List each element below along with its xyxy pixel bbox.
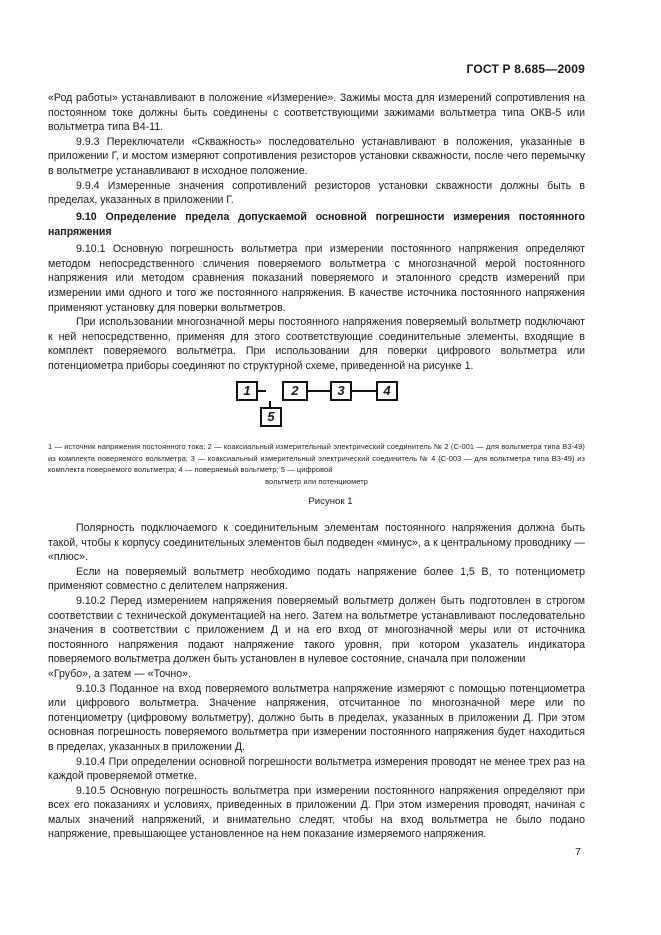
paragraph-9-9-3: 9.9.3 Переключатели «Скважность» последовательно устанавливают в положения, указанные в приложении Г, и мостом измеряют сопротивления резисторов установки скважности, после чего перемычку в вольтметре устанавливают в исходное положение.: [48, 135, 585, 177]
diagram-box-4: 4: [376, 381, 398, 401]
connector-line: [352, 390, 376, 392]
paragraph: При использовании многозначной меры постоянного напряжения поверяемый вольтметр подключают к ней непосредственно, применяя для этого соответствующие соединительные элементы, входящие в комплект поверяемого вольтметра. При использовании для поверки цифрового вольтметра или потенциометра приборы соединяют по структурной схеме, приведенной на рисунке 1.: [48, 316, 585, 372]
connector-line: [308, 390, 330, 392]
legend-text-end: вольтметр или потенциометр: [265, 476, 368, 486]
paragraph-9-10-4: 9.10.4 При определении основной погрешности вольтметра измерения проводят не менее трех раз на каждой проверяемой отметке.: [48, 755, 585, 783]
paragraph-9-9-4: 9.9.4 Измеренные значения сопротивлений резисторов установки скважности должны быть в пределах, указанных в приложении Г.: [48, 179, 585, 207]
paragraph: «Род работы» устанавливают в положение «Измерение». Зажимы моста для измерений сопротивления на постоянном токе должны быть соединены с соответствующими зажимами вольтметра типа ОКВ-5 или вольтметра типа В4-11.: [48, 92, 585, 134]
diagram-box-3: 3: [330, 381, 352, 401]
text-block-section: [48, 210, 585, 374]
legend-text: 1 — источник напряжения постоянного тока; 2 — коаксиальный измерительный электрический соединитель № 2 (С-001 — для вольтметра типа В3-49) из комплекта поверяемого вольтметра; 3 — коаксиальный измерительный электрический соединитель № 4 (С-003 — для вольтметра типа В3-49) из комплекта поверяемого вольтметра; 4 — поверяемый вольтметр; 5 — цифровой: [48, 442, 585, 474]
section-heading: 9.10 Определение предела допускаемой основной погрешности измерения постоянного напряжения: [48, 211, 585, 238]
paragraph-9-10-2: 9.10.2 Перед измерением напряжения поверяемый вольтметр должен быть подготовлен в строгом соответствии с технической документацией на него. Затем на вольтметре устанавливают последовательно значения в соответствии с приложением Д и на его вход от многозначной меры или от источника постоянного напряжения подают напряжение такого уровня, при котором указатель индикатора поверяемого вольтметра должен быть установлен в нулевое состояние, сначала при положении: [48, 594, 585, 666]
paragraph-9-10-5: 9.10.5 Основную погрешность вольтметра при измерении постоянного напряжения определяют при всех его показаниях и условиях, приведенных в приложении Д. При этом измерения проводят, начиная с малых значений напряжений, и внимательно следят, чтобы на вход вольтметра не было подано напряжение, превышающее установленное на нем показание измеряемого напряжения.: [48, 784, 585, 841]
figure-legend: [48, 441, 585, 487]
structural-diagram: [236, 381, 400, 427]
standard-number: ГОСТ Р 8.685—2009: [466, 62, 585, 76]
paragraph-divider: Если на поверяемый вольтметр необходимо подать напряжение более 1,5 В, то потенциометр применяют совместно с делителем напряжения.: [48, 565, 585, 593]
text-block-top: [48, 91, 585, 208]
diagram-box-1: 1: [236, 381, 258, 401]
figure-caption: Рисунок 1: [308, 496, 353, 507]
paragraph-continuation: «Грубо», а затем — «Точно».: [48, 667, 191, 680]
paragraph-9-10-1: 9.10.1 Основную погрешность вольтметра при измерении постоянного напряжения определяют методом непосредственного сличения поверяемого вольтметра с многозначной мерой постоянного напряжения или методом сравнения показаний поверяемого и эталонного средств измерений при измерении ими одного и того же постоянного напряжения. В качестве источника постоянного напряжения применяют установку для поверки вольтметров.: [48, 243, 585, 314]
page-number: 7: [575, 846, 581, 858]
paragraph-polarity: Полярность подключаемого к соединительным элементам постоянного напряжения должна быть такой, чтобы к корпусу соединительных элементов был подведен «минус», а к центральному проводнику — «плюс».: [48, 522, 585, 564]
diagram-box-2: 2: [282, 381, 308, 401]
diagram-box-5: 5: [260, 407, 282, 427]
paragraph-9-10-3: 9.10.3 Поданное на вход поверяемого вольтметра напряжение измеряют с помощью потенциометра или цифрового вольтметра. Значение напряжения, отсчитанное по многозначной мере или по потенциометру (цифровому вольтметру), должно быть в пределах, указанных в приложении Д. При этом основная погрешность поверяемого вольтметра при измерении постоянного напряжения будет находиться в пределах, указанных в приложении Д.: [48, 682, 585, 753]
text-block-bottom: [48, 521, 585, 842]
